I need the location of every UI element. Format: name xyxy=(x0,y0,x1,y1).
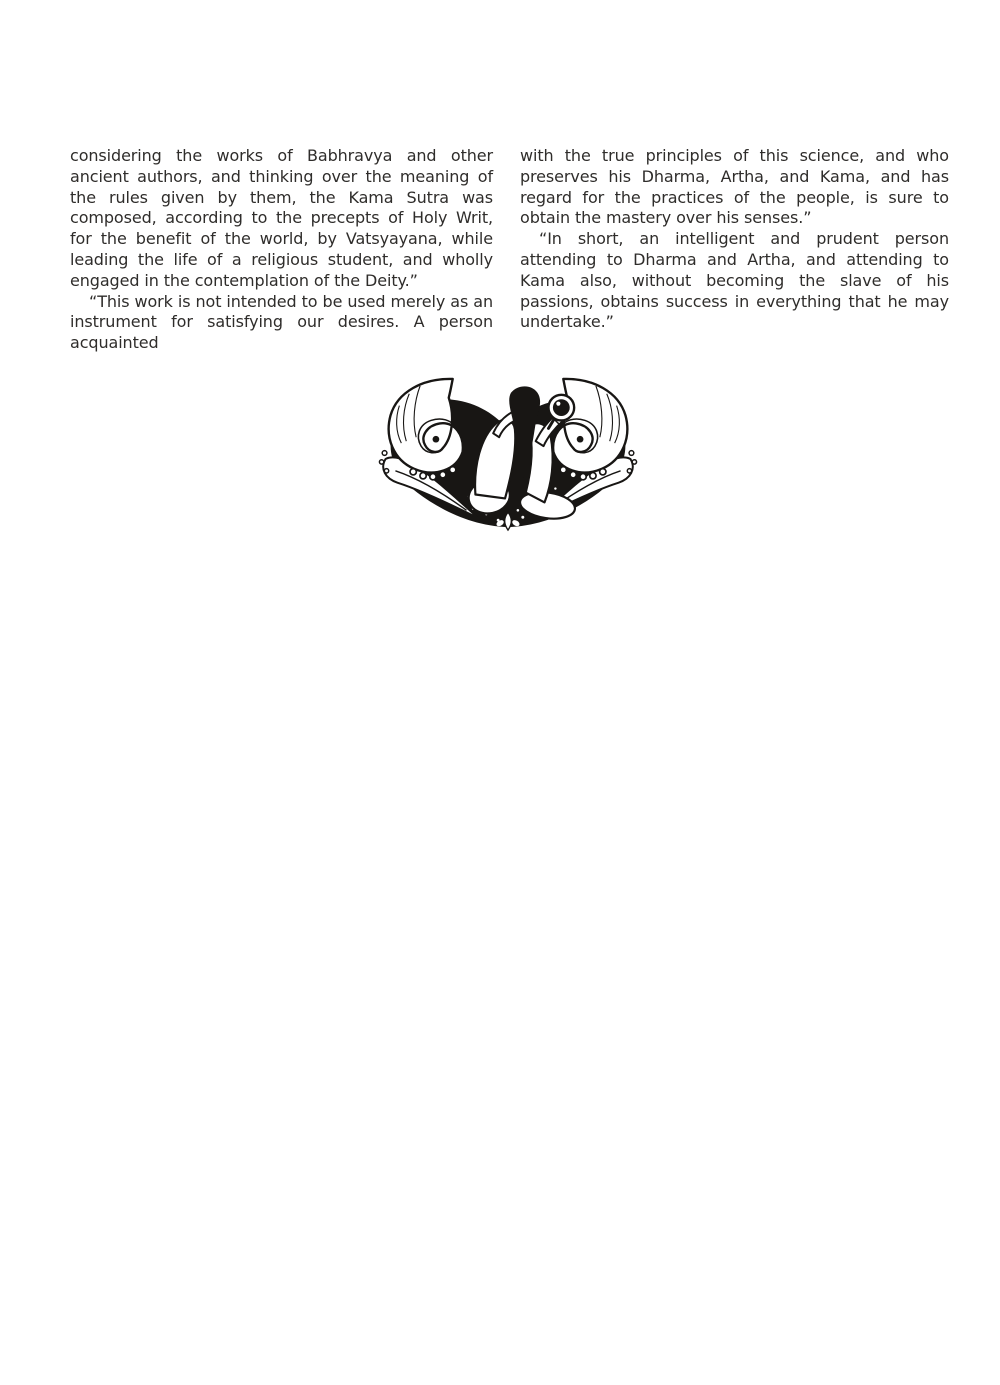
paragraph: considering the works of Babhravya and other ancient authors, and thinking over the meaning of the rules given by them, the Kama Sutra was composed, according to the precepts of Holy Writ, for the benefit of the world, by Vatsyayana, while leading the life of a religious student, and wholly engaged in the contemplation of the Deity.” xyxy=(70,146,493,290)
paragraph: with the true principles of this science, and who preserves his Dharma, Artha, and Kama, and has regard for the practices of the people, is sure to obtain the mastery over his senses.” xyxy=(520,146,949,228)
paragraph: “In short, an intelligent and prudent person attending to Dharma and Artha, and attending to Kama also, without becoming the slave of his passions, obtains success in everything that he may undertake.” xyxy=(520,229,949,332)
text-column-left xyxy=(70,146,493,354)
ornament-illustration xyxy=(378,376,638,534)
ornament-svg xyxy=(378,376,638,534)
text-column-right xyxy=(520,146,949,333)
paragraph: “This work is not intended to be used merely as an instrument for satisfying our desires. A person acquainted xyxy=(70,291,493,353)
